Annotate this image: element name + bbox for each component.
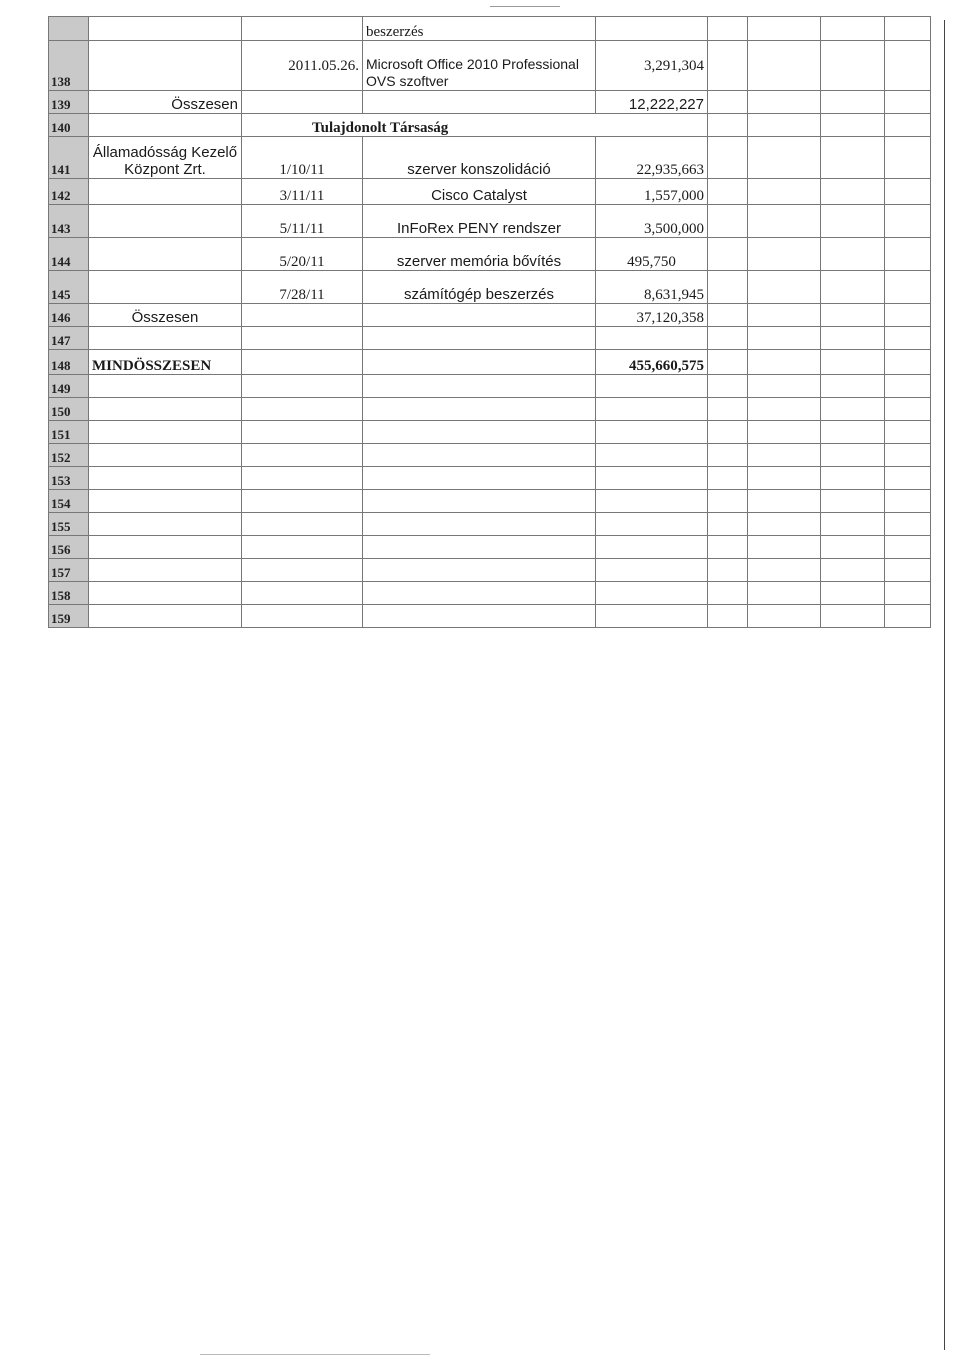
- section-header: Tulajdonolt Társaság: [242, 114, 708, 137]
- table-row: [49, 271, 931, 304]
- entity-name: Államadósság Kezelő Központ Zrt.: [89, 137, 242, 179]
- row-number: 143: [49, 205, 89, 238]
- table-row: [49, 41, 931, 91]
- item-description: Microsoft Office 2010 Professional OVS szoftver: [363, 41, 596, 91]
- amount: 12,222,227: [596, 91, 708, 114]
- table-row: [49, 17, 931, 41]
- item-description: beszerzés: [363, 17, 596, 41]
- purchase-date: 1/10/11: [242, 137, 363, 179]
- row-number: 144: [49, 238, 89, 271]
- row-number: 156: [49, 536, 89, 559]
- amount: 3,500,000: [596, 205, 708, 238]
- amount: 3,291,304: [596, 41, 708, 91]
- row-number: 154: [49, 490, 89, 513]
- table-row: [49, 467, 931, 490]
- amount: 495,750: [596, 238, 708, 271]
- purchase-date: 5/20/11: [242, 238, 363, 271]
- purchase-date: 7/28/11: [242, 271, 363, 304]
- row-number: 150: [49, 398, 89, 421]
- entity-name: Összesen: [89, 91, 242, 114]
- amount: 37,120,358: [596, 304, 708, 327]
- table-row: [49, 238, 931, 271]
- item-description: InFoRex PENY rendszer: [363, 205, 596, 238]
- row-number: 155: [49, 513, 89, 536]
- table-row: [49, 137, 931, 179]
- row-number: 158: [49, 582, 89, 605]
- grand-total-label: MINDÖSSZESEN: [89, 350, 242, 375]
- table-row: [49, 179, 931, 205]
- table-row: [49, 582, 931, 605]
- table-row: [49, 559, 931, 582]
- table-row: [49, 304, 931, 327]
- row-number: 140: [49, 114, 89, 137]
- purchase-date: 5/11/11: [242, 205, 363, 238]
- table-row: [49, 350, 931, 375]
- page-edge-line: [944, 20, 945, 1350]
- table-row: [49, 327, 931, 350]
- row-number: 153: [49, 467, 89, 490]
- item-description: Cisco Catalyst: [363, 179, 596, 205]
- table-row: [49, 398, 931, 421]
- table-row: [49, 444, 931, 467]
- table-row: [49, 605, 931, 628]
- row-number: 152: [49, 444, 89, 467]
- table-row: [49, 536, 931, 559]
- row-number: 147: [49, 327, 89, 350]
- item-description: szerver memória bővítés: [363, 238, 596, 271]
- row-number: [49, 17, 89, 41]
- row-number: 146: [49, 304, 89, 327]
- row-number: 145: [49, 271, 89, 304]
- entity-name: [89, 41, 242, 91]
- data-table: [48, 16, 931, 628]
- row-number: 142: [49, 179, 89, 205]
- row-number: 138: [49, 41, 89, 91]
- bottom-edge-line: [200, 1354, 430, 1355]
- row-number: 149: [49, 375, 89, 398]
- amount: 8,631,945: [596, 271, 708, 304]
- row-number: 148: [49, 350, 89, 375]
- table-row: [49, 91, 931, 114]
- amount: 22,935,663: [596, 137, 708, 179]
- amount: 1,557,000: [596, 179, 708, 205]
- entity-name: Összesen: [89, 304, 242, 327]
- grand-total-amount: 455,660,575: [596, 350, 708, 375]
- table-row: [49, 513, 931, 536]
- table-row: [49, 114, 931, 137]
- spreadsheet: [48, 16, 930, 628]
- row-number: 157: [49, 559, 89, 582]
- item-description: szerver konszolidáció: [363, 137, 596, 179]
- row-number: 139: [49, 91, 89, 114]
- purchase-date: 2011.05.26.: [242, 41, 363, 91]
- item-description: számítógép beszerzés: [363, 271, 596, 304]
- table-row: [49, 205, 931, 238]
- row-number: 141: [49, 137, 89, 179]
- top-dash-mark: [490, 6, 560, 7]
- table-row: [49, 375, 931, 398]
- row-number: 151: [49, 421, 89, 444]
- purchase-date: 3/11/11: [242, 179, 363, 205]
- table-row: [49, 421, 931, 444]
- row-number: 159: [49, 605, 89, 628]
- table-row: [49, 490, 931, 513]
